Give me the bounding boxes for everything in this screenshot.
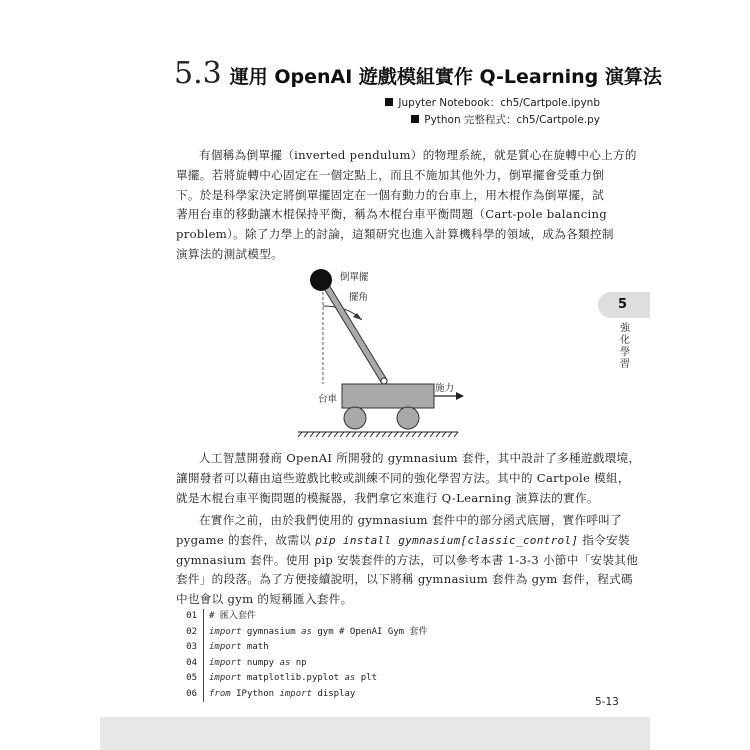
gutter-rule (203, 640, 204, 656)
source-python (411, 112, 600, 127)
line-number: 03 (186, 642, 197, 652)
cart-wheel-left (344, 407, 366, 429)
text-line: 有個稱為倒單擺（inverted pendulum）的物理系統，就是質心在旋轉中心上方的 (199, 148, 637, 162)
code-line (175, 656, 595, 672)
ground-hatch (298, 432, 458, 437)
code-keyword: import (209, 673, 242, 683)
gutter-rule (203, 656, 204, 672)
label-pendulum: 倒單擺 (340, 272, 369, 283)
code-token: # 匯入套件 (209, 611, 256, 621)
text-line: 演算法的測試模型。 (176, 246, 284, 261)
code-keyword: import (279, 688, 312, 699)
code-token: numpy (241, 657, 280, 668)
text-line: problem）。除了力學上的討論，這類研究也進入計算機科學的領域，成為各類控制 (176, 227, 614, 242)
code-line (175, 625, 595, 641)
code-block (175, 609, 595, 702)
line-number: 02 (186, 626, 197, 637)
page-footer-band (100, 717, 650, 750)
paragraph-install (176, 511, 639, 610)
text-line: 著用台車的移動讓木棍保持平衡，稱為木棍台車平衡問題（Cart-pole balancing (176, 207, 608, 222)
line-number: 01 (186, 611, 197, 621)
code-keyword: from (209, 688, 231, 699)
code-keyword: import (209, 642, 242, 652)
code-line (175, 609, 595, 625)
line-number: 06 (186, 688, 197, 699)
code-token: plt (355, 673, 377, 683)
code-token: gymnasium (241, 626, 302, 637)
text-line: 就是木棍台車平衡問題的模擬器，我們拿它來進行 Q-Learning 演算法的實作。 (176, 490, 599, 505)
square-bullet-icon (411, 115, 419, 123)
cartpole-diagram (290, 262, 470, 442)
section-heading (174, 56, 662, 92)
label-force: 施力 (435, 383, 455, 394)
text-line: 單擺。若將旋轉中心固定在一個定點上，而且不施加其他外力，倒單擺會受重力倒 (176, 167, 605, 182)
page-number: 5-13 (595, 696, 619, 708)
code-token: math (241, 642, 269, 652)
source-notebook-text: Jupyter Notebook：ch5/Cartpole.ipynb (398, 97, 600, 109)
section-title: 運用 OpenAI 遊戲模組實作 Q-Learning 演算法 (229, 66, 662, 88)
paragraph-openai (176, 449, 641, 508)
pendulum-bob (310, 269, 332, 291)
code-line (175, 640, 595, 656)
text-line: 讓開發者可以藉由這些遊戲比較或訓練不同的強化學習方法。其中的 Cartpole 模組， (176, 470, 630, 485)
code-text (209, 640, 269, 656)
gutter-rule (203, 625, 204, 641)
text-line: 套件」的段落。為了方便接續說明，以下將稱 gymnasium 套件為 gym 套件，程式碼 (176, 572, 633, 587)
text-line: 人工智慧開發商 OpenAI 所開發的 gymnasium 套件，其中設計了多種遊戲環境， (199, 451, 641, 465)
code-keyword: import (209, 626, 242, 637)
chapter-name: 強化學習 (620, 323, 630, 370)
square-bullet-icon (385, 98, 393, 106)
code-keyword: as (301, 626, 312, 637)
label-cart: 台車 (318, 394, 338, 405)
code-text (209, 687, 355, 703)
text-line: gymnasium 套件。使用 pip 安裝套件的方法，可以參考本書 1-3-3 小節中「安裝其他 (176, 552, 639, 567)
gutter-rule (203, 687, 204, 703)
code-text (209, 609, 256, 625)
pip-install-command: pip install gymnasium[classic_control] (315, 533, 579, 547)
code-keyword: as (344, 673, 356, 683)
code-text (209, 656, 307, 672)
source-notebook (385, 95, 600, 110)
code-keyword: import (209, 657, 242, 668)
cart-wheel-right (397, 407, 419, 429)
gutter-rule (203, 671, 204, 687)
pivot-joint (381, 378, 387, 384)
code-token: IPython (230, 688, 280, 699)
code-token: np (290, 657, 307, 668)
section-number: 5.3 (174, 56, 222, 91)
chapter-tab (598, 292, 650, 318)
text-line: 在實作之前，由於我們使用的 gymnasium 套件中的部分函式底層，實作呼叫了 (199, 513, 623, 527)
chapter-number: 5 (618, 297, 628, 312)
code-text (209, 671, 377, 687)
label-angle: 擺角 (349, 292, 369, 303)
text-line: 中也會以 gym 的短稱匯入套件。 (176, 592, 353, 607)
code-text (209, 625, 428, 641)
text-fragment: pygame 的套件，故需以 (176, 532, 312, 547)
gutter-rule (203, 609, 204, 625)
code-token: display (311, 688, 356, 699)
code-keyword: as (279, 657, 291, 668)
paragraph-intro (176, 146, 637, 265)
text-line: 下。於是科學家決定將倒單擺固定在一個有動力的台車上，用木棍作為倒單擺，試 (176, 187, 605, 202)
code-line (175, 687, 595, 703)
line-number: 04 (186, 657, 197, 668)
cart-body (342, 384, 434, 408)
code-token: matplotlib.pyplot (241, 673, 345, 683)
code-token: gym # OpenAI Gym 套件 (311, 626, 428, 637)
force-arrowhead (456, 392, 464, 400)
line-number: 05 (186, 673, 197, 683)
text-fragment: 指令安裝 (582, 532, 630, 547)
code-line (175, 671, 595, 687)
source-python-text: Python 完整程式：ch5/Cartpole.py (424, 114, 600, 126)
text-line (176, 531, 630, 551)
